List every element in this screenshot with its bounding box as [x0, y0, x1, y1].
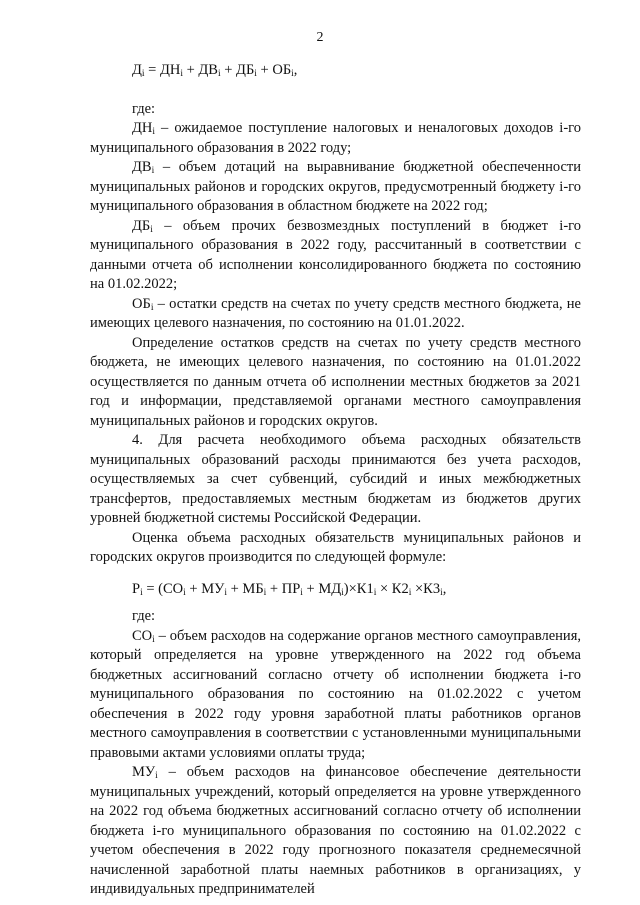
- definition-db: $ДБ_i$ – объем прочих безвозмездных поступлений в бюджет i-го муниципального образования в 2022 году, рассчитанный в соответствии с данными отчета об исполнении консолидированного бюджета по состоянию на 01.02.2022;: [90, 217, 581, 292]
- definition-co: $СО_i$ – объем расходов на содержание органов местного самоуправления, который определяется на уровне утвержденного на 2022 год объема бюджетных ассигнований согласно отчету об исполнении бюджета i-го муниципального образования по состоянию на 01.02.2022 с учетом обеспечения в 2022 году уровня заработной платы работников органов местного самоуправления в соответствии с установленными муниципальными правовыми актами условиями оплаты труда;: [90, 627, 581, 761]
- where-label-1: где:: [132, 100, 156, 117]
- definition-dv: $ДВ_i$ – объем дотаций на выравнивание бюджетной обеспеченности муниципальных районов и городских округов, предусмотренный бюджету i-го муниципального образования в областном бюджете на 2022 год;: [90, 159, 581, 214]
- document-body: [90, 61, 581, 900]
- formula-d: $Д_i = ДН_i + ДВ_i + ДБ_i + ОБ_i$,: [132, 62, 298, 79]
- paragraph-estimate: Оценка объема расходных обязательств муниципальных районов и городских округов производится по следующей формуле:: [90, 529, 581, 565]
- definition-ob: $ОБ_i$ – остатки средств на счетах по учету средств местного бюджета, не имеющих целевого назначения, по состоянию на 01.01.2022.: [90, 295, 581, 331]
- page-number: 2: [316, 30, 324, 45]
- definition-mu: $МУ_i$ – объем расходов на финансовое обеспечение деятельности муниципальных учреждений, который определяется на уровне утвержденного на 2022 год объема бюджетных ассигнований согласно отчету об исполнении бюджета i-го муниципального образования по состоянию на 01.02.2022 с учетом обеспечения в 2022 году прогнозного показателя среднемесячной начисленной заработной платы наемных работников в организациях, у индивидуальных предпринимателей: [90, 764, 581, 897]
- formula-r: $Р_i = (СО_i + МУ_i + МБ_i + ПР_i + МД_i)\times К1_i \times К2_i \times К3_i$,: [132, 580, 447, 598]
- where-label-2: где:: [132, 608, 156, 624]
- paragraph-remainders: Определение остатков средств на счетах по учету средств местного бюджета, не имеющих целевого назначения, по состоянию на 01.01.2022 осуществляется по данным отчета об исполнении местных бюджетов за 2021 год и информации, представляемой органами местного самоуправления муниципальных районов и городских округов.: [90, 334, 581, 429]
- definition-dn: $ДН_i$ – ожидаемое поступление налоговых и неналоговых доходов i-го муниципального образования в 2022 году;: [90, 120, 581, 156]
- paragraph-item-4: 4. Для расчета необходимого объема расходных обязательств муниципальных образований расходы принимаются без учета расходов, осуществляемых за счет субвенций, субсидий и иных межбюджетных трансфертов, предоставляемых местным бюджетам из бюджетов других уровней бюджетной системы Российской Федерации.: [90, 432, 581, 526]
